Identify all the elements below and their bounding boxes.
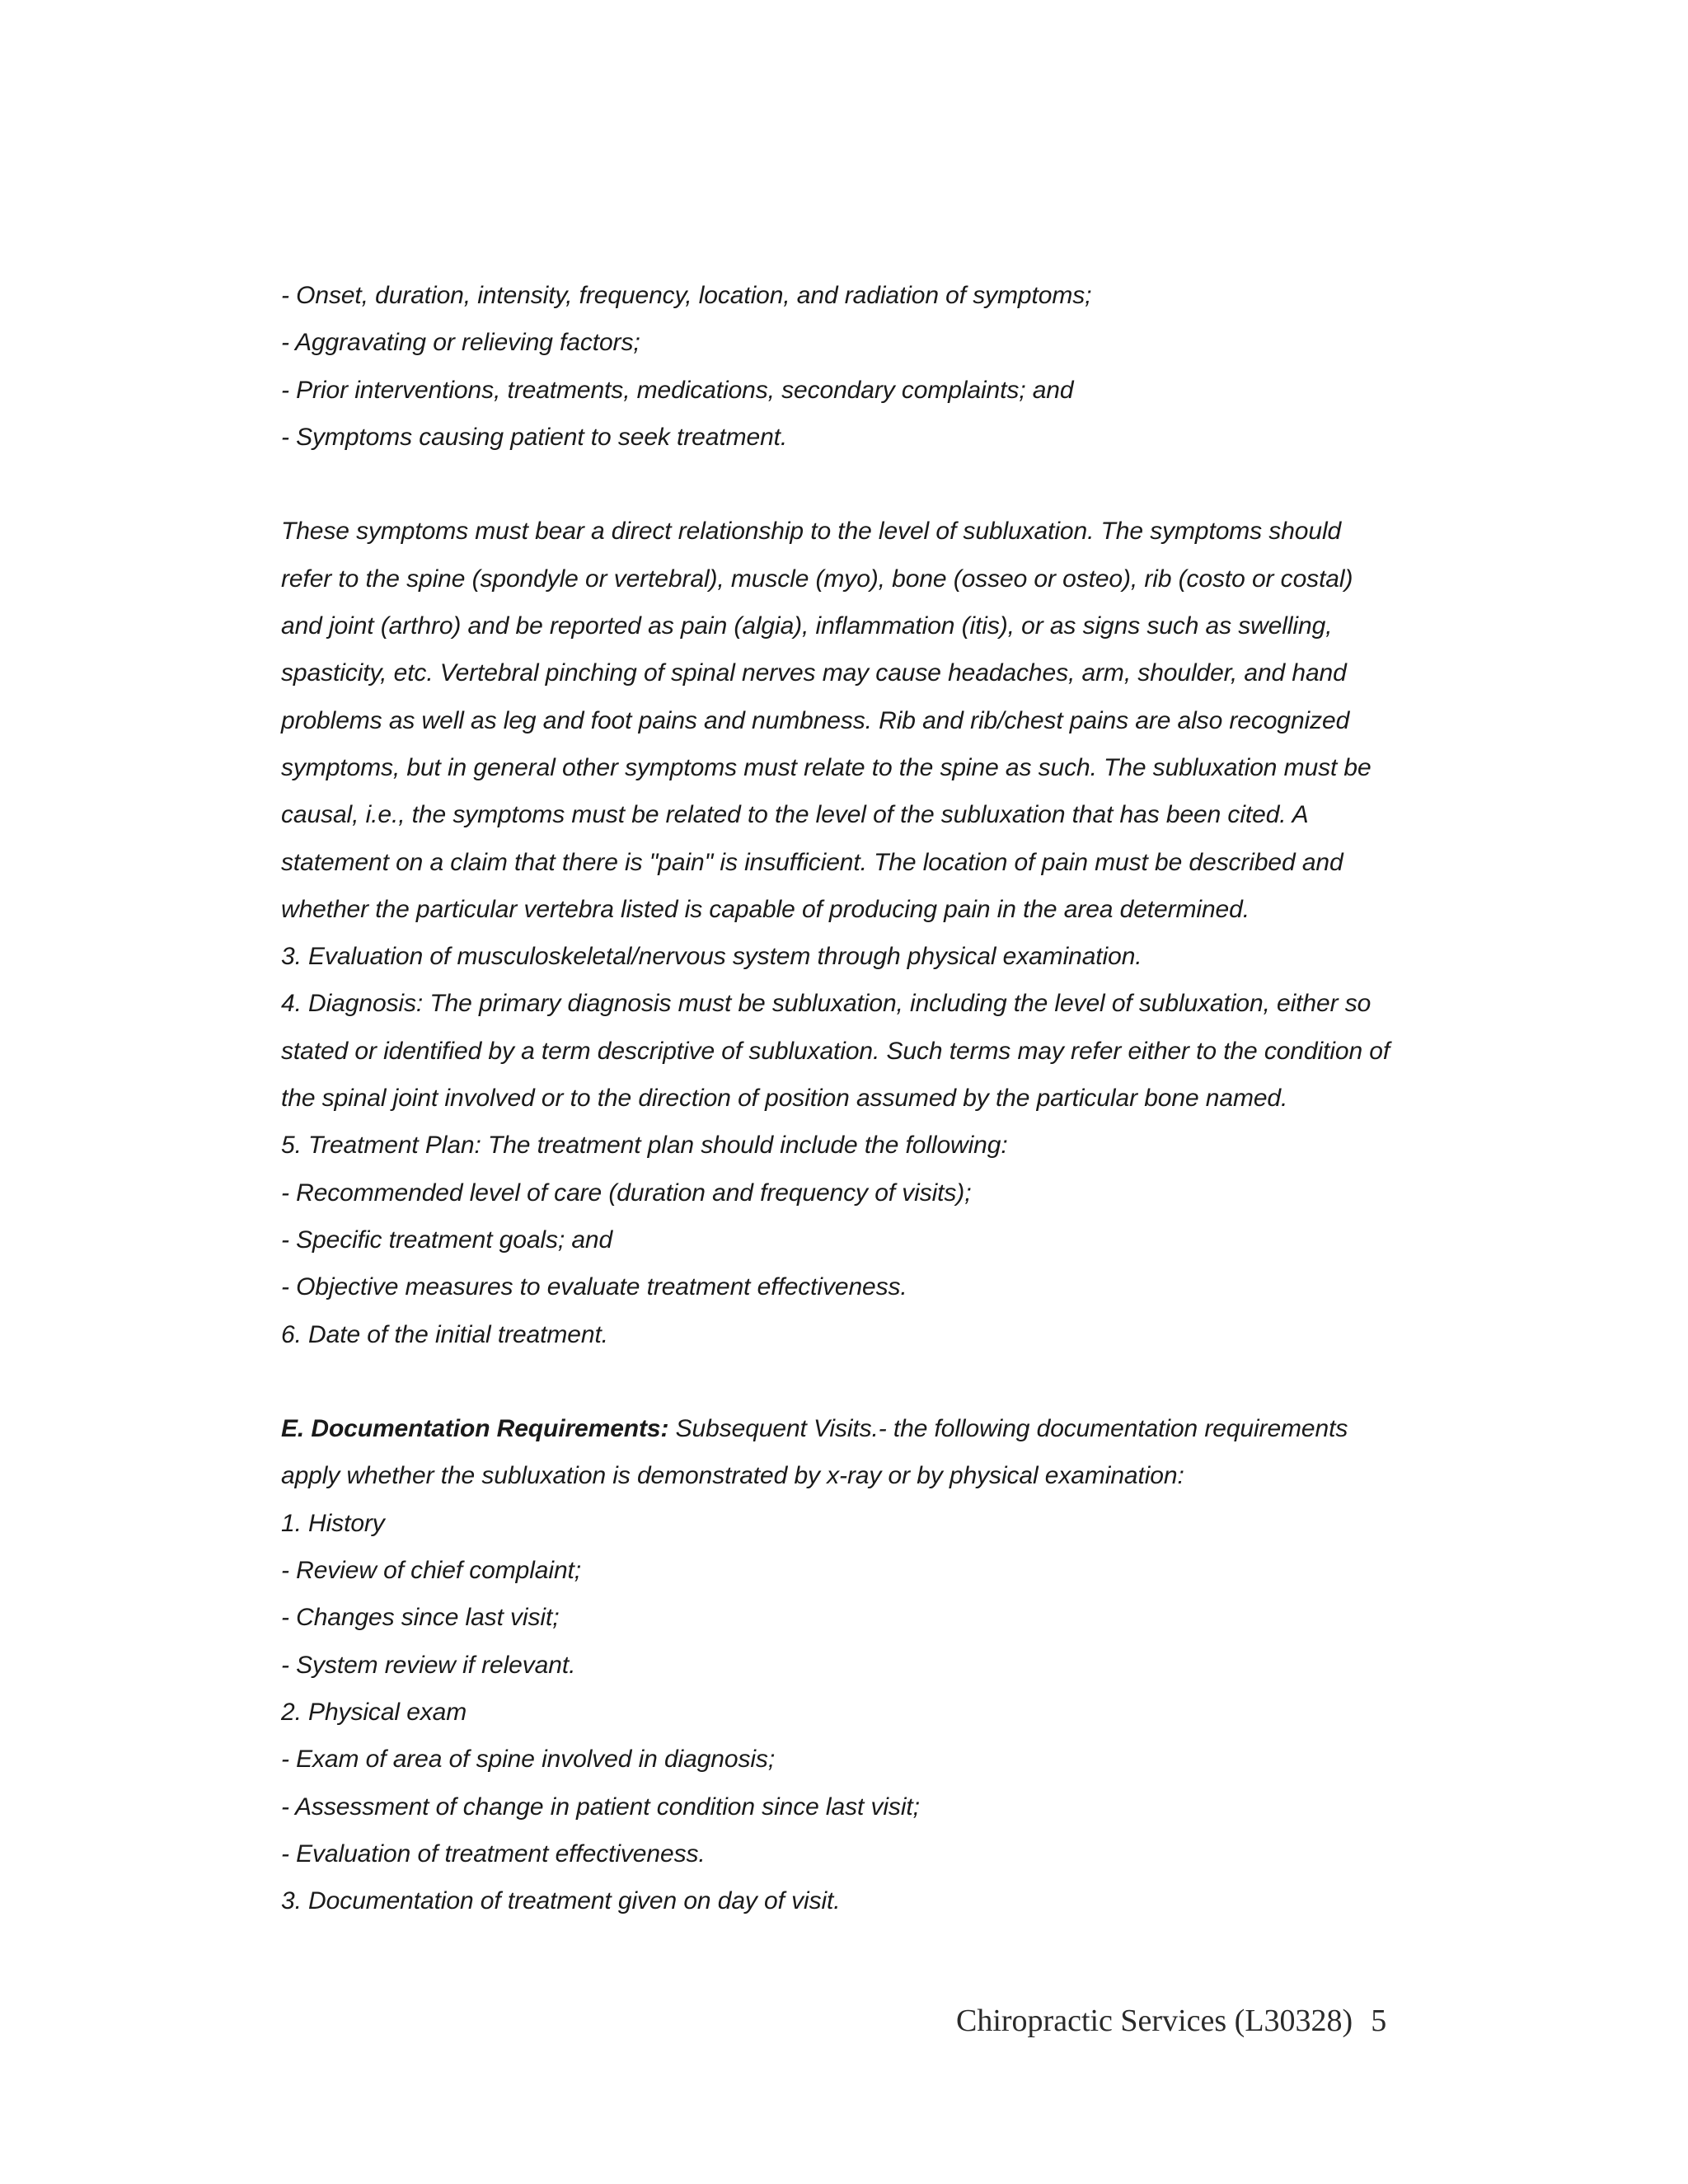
symptoms-paragraph xyxy=(281,508,1418,1357)
list-item: - Assessment of change in patient condition since last visit; xyxy=(281,1793,920,1821)
text-line: problems as well as leg and foot pains and numbness. Rib and rib/chest pains are also recognized xyxy=(281,706,1350,734)
text-line: spasticity, etc. Vertebral pinching of spinal nerves may cause headaches, arm, shoulder, and hand xyxy=(281,659,1347,687)
list-item: - Changes since last visit; xyxy=(281,1604,560,1632)
footer-title: Chiropractic Services (L30328) xyxy=(956,2004,1353,2038)
text-line: statement on a claim that there is "pain" is insufficient. The location of pain must be described and xyxy=(281,848,1343,876)
list-item: - Onset, duration, intensity, frequency, location, and radiation of symptoms; xyxy=(281,282,1092,309)
text-line: - Recommended level of care (duration and frequency of visits); xyxy=(281,1179,972,1207)
text-line: 6. Date of the initial treatment. xyxy=(281,1320,608,1348)
list-item: 2. Physical exam xyxy=(281,1698,467,1726)
text-line: apply whether the subluxation is demonstrated by x-ray or by physical examination: xyxy=(281,1462,1184,1490)
section-e xyxy=(281,1405,1418,1924)
text-line: 4. Diagnosis: The primary diagnosis must be subluxation, including the level of subluxation, either so xyxy=(281,990,1372,1018)
text-line: causal, i.e., the symptoms must be related to the level of the subluxation that has been cited. A xyxy=(281,801,1309,829)
text-line: 5. Treatment Plan: The treatment plan should include the following: xyxy=(281,1132,1008,1160)
page-footer xyxy=(956,2003,1418,2039)
list-item: - Evaluation of treatment effectiveness. xyxy=(281,1840,706,1868)
text-line: - Objective measures to evaluate treatment effectiveness. xyxy=(281,1273,907,1301)
list-item: 1. History xyxy=(281,1509,385,1537)
section-heading: E. Documentation Requirements: xyxy=(281,1415,669,1443)
text-line: symptoms, but in general other symptoms must relate to the spine as such. The subluxation must be xyxy=(281,753,1372,781)
page-number: 5 xyxy=(1371,2004,1387,2038)
list-item: - Prior interventions, treatments, medications, secondary complaints; and xyxy=(281,376,1074,404)
list-item: - Symptoms causing patient to seek treatment. xyxy=(281,423,788,451)
text-line: 3. Evaluation of musculoskeletal/nervous system through physical examination. xyxy=(281,943,1142,971)
list-item: - System review if relevant. xyxy=(281,1651,576,1679)
list-item: - Aggravating or relieving factors; xyxy=(281,329,640,357)
text-line: the spinal joint involved or to the direction of position assumed by the particular bone named. xyxy=(281,1085,1288,1113)
paragraph-spacer xyxy=(281,1358,1418,1405)
list-item: - Exam of area of spine involved in diagnosis; xyxy=(281,1746,776,1774)
text-line: whether the particular vertebra listed is capable of producing pain in the area determined. xyxy=(281,895,1250,923)
text-line: stated or identified by a term descriptive of subluxation. Such terms may refer either to the condition of xyxy=(281,1037,1390,1065)
text-line: - Specific treatment goals; and xyxy=(281,1226,613,1254)
section-e-heading-line xyxy=(281,1405,1418,1452)
symptom-list xyxy=(281,272,1418,461)
paragraph-spacer xyxy=(281,461,1418,508)
section-heading-rest: Subsequent Visits.- the following documentation requirements xyxy=(668,1415,1348,1443)
document-body xyxy=(281,272,1418,1924)
text-line: refer to the spine (spondyle or vertebral), muscle (myo), bone (osseo or osteo), rib (costo or costal) xyxy=(281,565,1353,593)
text-line: and joint (arthro) and be reported as pain (algia), inflammation (itis), or as signs such as swelling, xyxy=(281,612,1333,640)
list-item: - Review of chief complaint; xyxy=(281,1557,582,1585)
list-item: 3. Documentation of treatment given on day of visit. xyxy=(281,1887,841,1915)
text-line: These symptoms must bear a direct relationship to the level of subluxation. The symptoms should xyxy=(281,518,1342,546)
